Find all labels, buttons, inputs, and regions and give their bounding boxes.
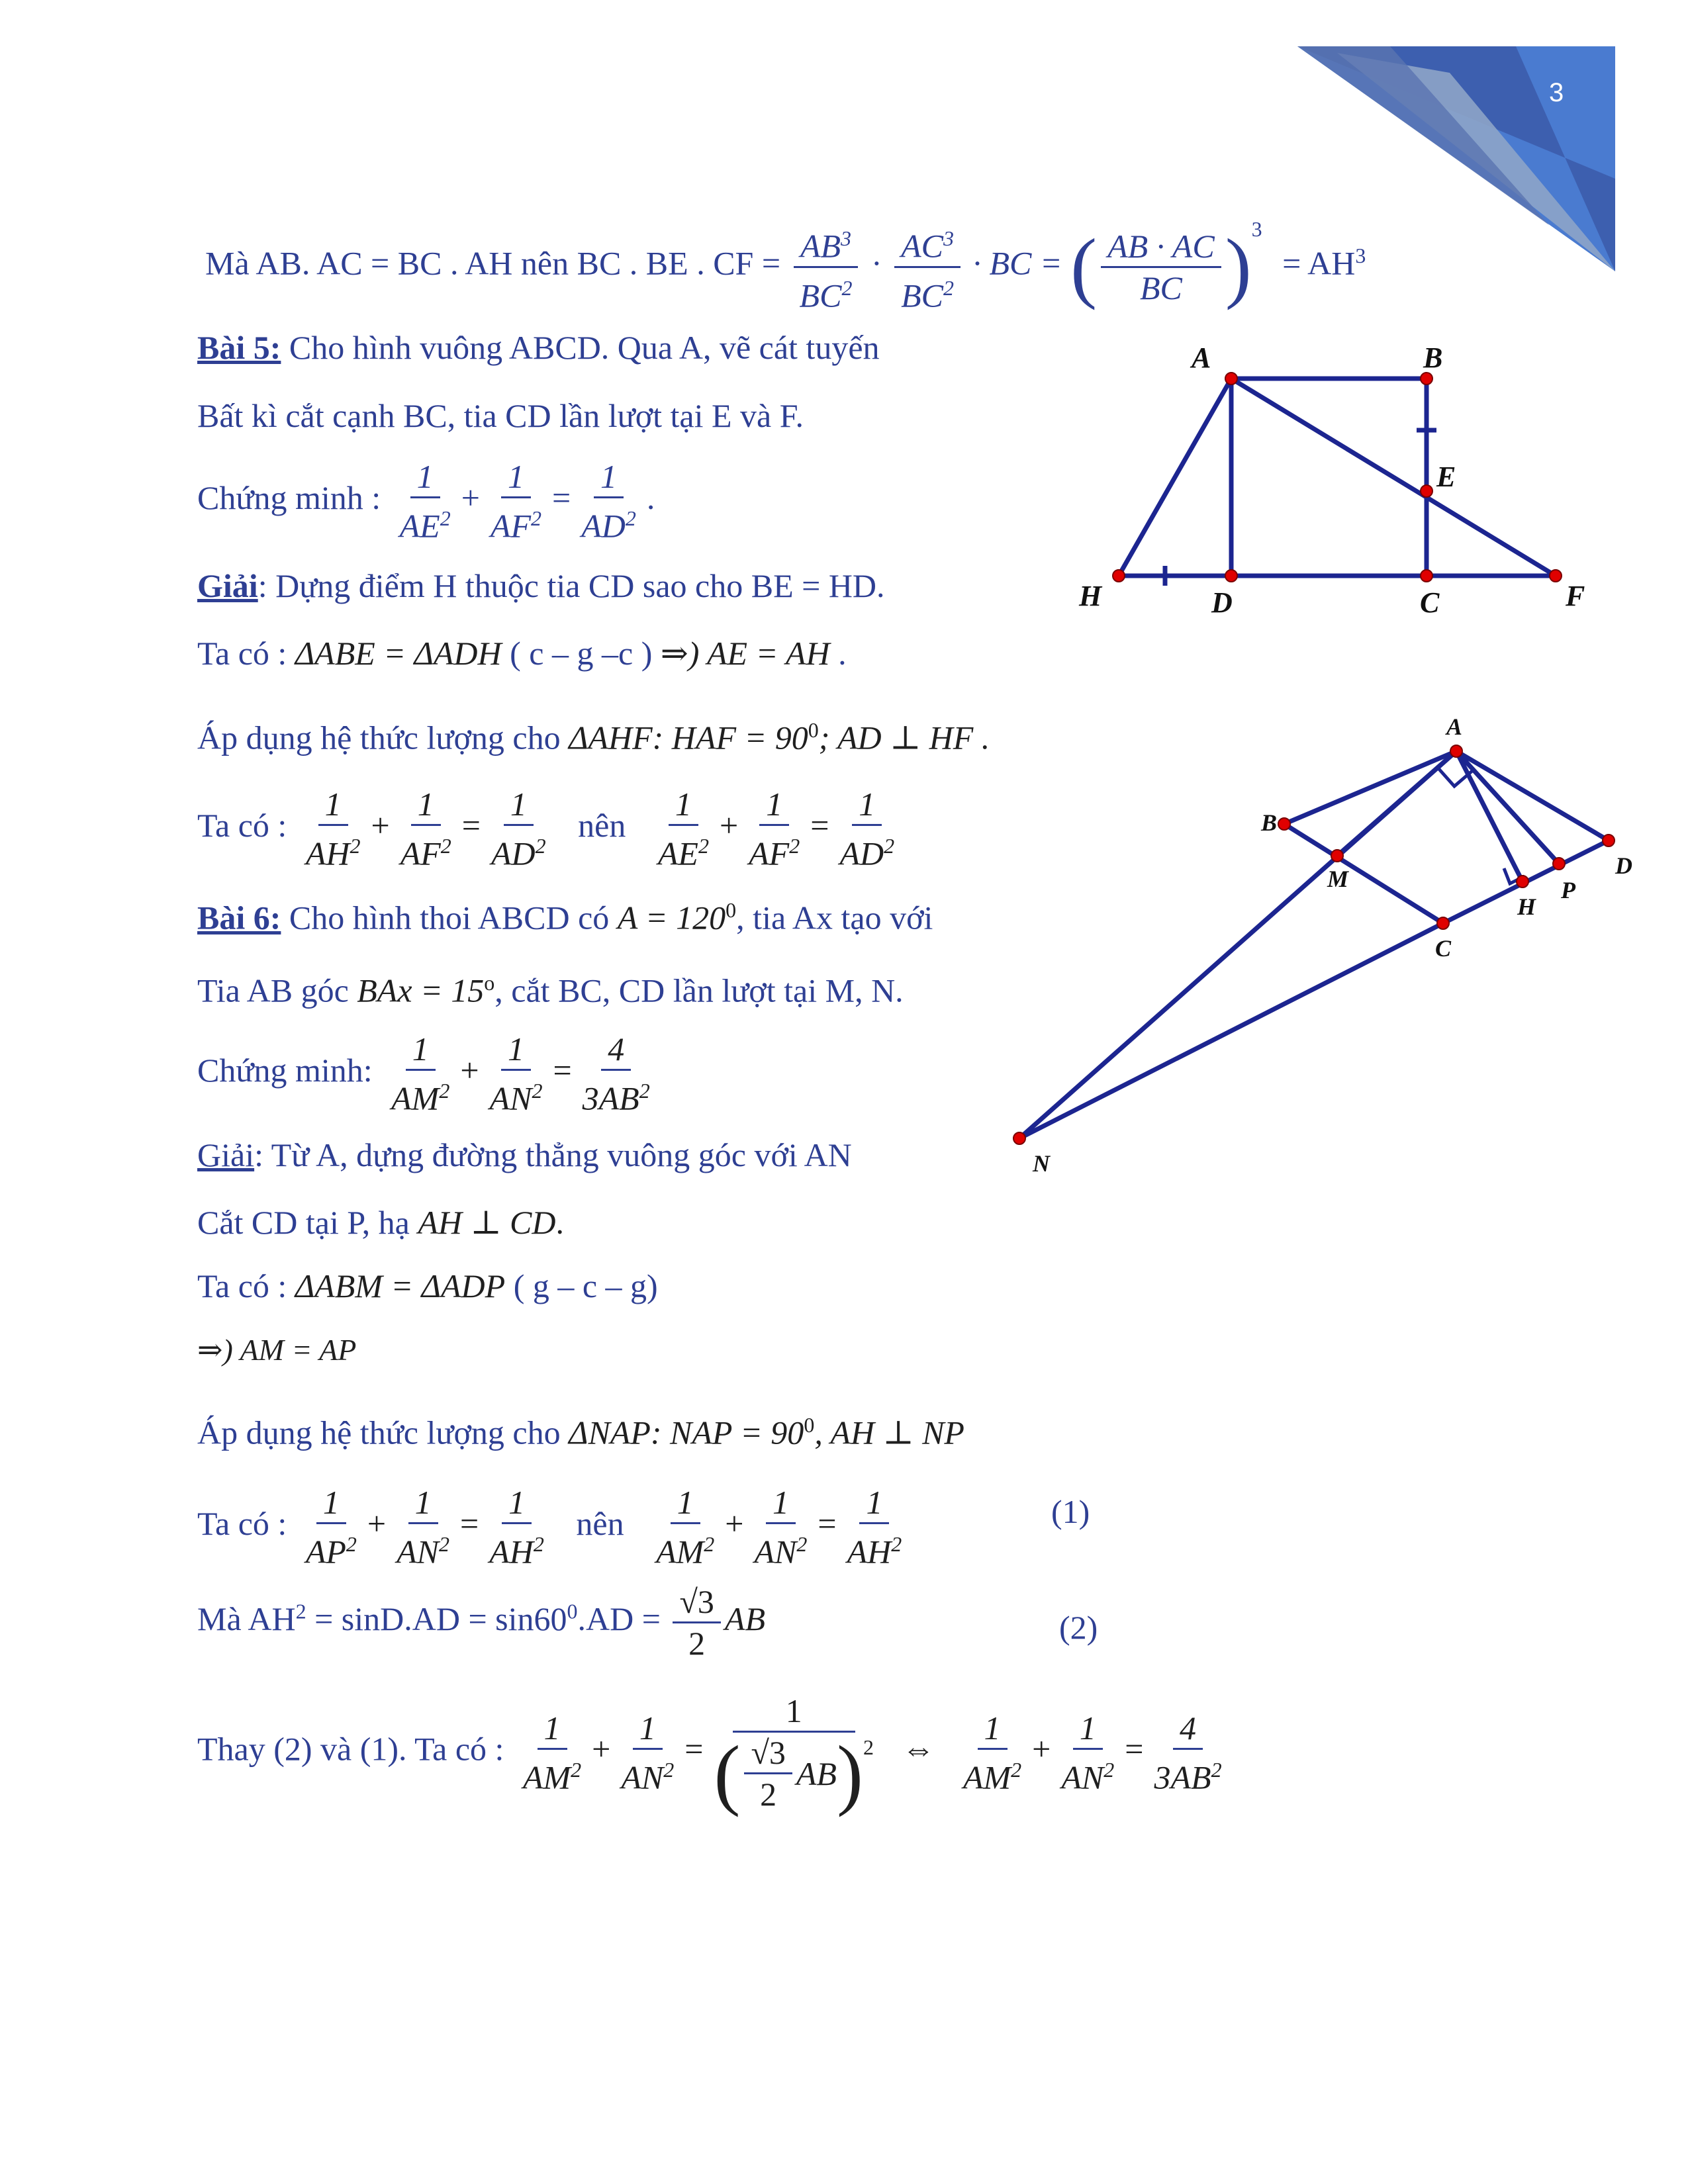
sup: 2: [531, 506, 542, 530]
sup: 0: [567, 1599, 578, 1623]
equals: =: [1282, 244, 1301, 282]
bai6-line1: [197, 890, 933, 938]
math: BAx = 15: [357, 972, 485, 1009]
den: AE: [399, 507, 440, 545]
bai5-line2: Bất kì cắt cạnh BC, tia CD lần lượt tại E và F.: [197, 397, 804, 434]
sup: 2: [639, 1079, 650, 1103]
den: 3AB: [1154, 1758, 1211, 1796]
num: 1: [766, 1482, 796, 1524]
bai5-apdung: [197, 710, 990, 758]
frac: [841, 1482, 909, 1572]
frac: [1147, 1708, 1228, 1797]
bai6-solution: [197, 1135, 852, 1175]
edge-ab: [1284, 751, 1456, 824]
math: ΔAHF: HAF = 90: [569, 719, 808, 756]
den: AM: [656, 1533, 704, 1570]
equals: =: [810, 806, 829, 844]
bai5-prove: [197, 457, 655, 546]
equals: =: [553, 1051, 572, 1089]
num: 1: [669, 784, 698, 826]
frac: [614, 1708, 680, 1797]
equals: =: [1125, 1730, 1144, 1768]
label: Thay (2) và (1). Ta có :: [197, 1730, 504, 1768]
math: ; AD ⊥ HF .: [818, 719, 990, 756]
prove-label: Chứng minh:: [197, 1051, 373, 1089]
den: AN: [397, 1533, 440, 1570]
frac: [957, 1708, 1028, 1797]
den: BC: [799, 277, 842, 314]
ah: AH: [1307, 244, 1356, 282]
point-b: [1278, 818, 1290, 830]
prove-label: Chứng minh :: [197, 478, 381, 516]
fraction-ab-ac-bc: [1101, 226, 1221, 308]
point-a: [1450, 745, 1462, 757]
point-f: [1550, 570, 1562, 582]
sup: 2: [350, 834, 361, 858]
giai-label: Giải: [197, 567, 258, 604]
frac-1-af2: [484, 457, 548, 546]
frac: [516, 1708, 588, 1797]
bai5-line1: [197, 328, 880, 367]
frac-sqrt3-2: [673, 1582, 720, 1663]
frac: [385, 1029, 456, 1118]
math: ⇒) AE = AH: [660, 635, 830, 672]
den: AH: [847, 1533, 892, 1570]
sup: 0: [726, 898, 737, 922]
sup: 2: [884, 834, 895, 858]
frac: [576, 1029, 657, 1118]
text: Tia AB góc: [197, 972, 357, 1009]
sup: 2: [863, 1735, 874, 1759]
giai-label: Giải: [197, 1136, 255, 1173]
fraction-ab3-bc2: [793, 218, 859, 315]
frac: [1055, 1708, 1121, 1797]
label-p: P: [1561, 877, 1575, 903]
num: 1: [410, 457, 440, 498]
num: 1: [502, 1482, 532, 1524]
figure-bai5: [1059, 338, 1622, 622]
label-c: C: [1435, 935, 1452, 962]
label-a: A: [1446, 715, 1463, 740]
plus: +: [1032, 1730, 1051, 1768]
sup: 2: [625, 506, 636, 530]
giai-text: : Từ A, dựng đường thẳng vuông góc với AN: [254, 1136, 852, 1173]
num: 1: [411, 784, 441, 826]
point-m: [1331, 850, 1343, 862]
bai6-taco1: [197, 1266, 658, 1306]
bai6-ma: [197, 1582, 765, 1663]
num: 1: [318, 784, 348, 826]
sup: 2: [533, 1532, 544, 1556]
sup: 2: [571, 1757, 582, 1782]
bai6-title: Bài 6:: [197, 899, 281, 936]
ab: AB: [724, 1600, 765, 1637]
den: 2: [688, 1625, 706, 1662]
bai5-title: Bài 5:: [197, 329, 281, 366]
den: AM: [522, 1758, 571, 1796]
frac: [833, 784, 901, 874]
num: 1: [504, 784, 534, 826]
nen: nên: [576, 1504, 624, 1542]
num: 1: [501, 1029, 531, 1071]
sup: 2: [346, 1532, 357, 1556]
label: Ta có :: [197, 1504, 287, 1542]
num: 4: [1173, 1708, 1203, 1750]
num: 1: [316, 1482, 346, 1524]
label-m: M: [1327, 866, 1349, 892]
nen: nên: [578, 806, 626, 844]
den: 3AB: [582, 1079, 639, 1117]
label-h: H: [1517, 893, 1536, 920]
edge-ah: [1119, 379, 1231, 576]
equals: =: [460, 1504, 479, 1542]
sup: 2: [943, 275, 955, 300]
giai-text: : Dựng điểm H thuộc tia CD sao cho BE = HD.: [258, 567, 885, 604]
frac: [651, 784, 716, 874]
text: Cắt CD tại P, hạ: [197, 1204, 418, 1241]
frac: [485, 784, 553, 874]
label-d: D: [1211, 586, 1233, 619]
label-f: F: [1566, 580, 1585, 612]
label-e: E: [1436, 461, 1456, 493]
page-number: 3: [1549, 78, 1564, 107]
paren-left: (: [1070, 222, 1098, 311]
bai6-thay: [197, 1691, 1233, 1817]
paren-right: ): [836, 1729, 863, 1817]
text: Mà AH: [197, 1600, 296, 1637]
sup: 2: [698, 834, 709, 858]
den: 2: [760, 1776, 777, 1813]
plus: +: [719, 806, 739, 844]
math: ΔNAP: NAP = 90: [569, 1414, 804, 1451]
point-c: [1437, 917, 1449, 929]
num: AC: [901, 227, 944, 265]
label: Áp dụng hệ thức lượng cho: [197, 1414, 561, 1451]
num: 1: [633, 1708, 663, 1750]
den: AD: [839, 835, 884, 872]
text: = sinD.AD = sin60: [306, 1600, 567, 1637]
sup: 2: [1103, 1757, 1115, 1782]
den: AN: [489, 1079, 532, 1117]
num: 1: [1073, 1708, 1103, 1750]
equals: =: [684, 1730, 704, 1768]
sup: 2: [891, 1532, 902, 1556]
text: .AD =: [577, 1600, 661, 1637]
label: Ta có :: [197, 635, 287, 672]
den: BC: [1139, 269, 1182, 306]
num: 1: [594, 457, 624, 498]
num: 1: [978, 1708, 1008, 1750]
period: .: [646, 478, 655, 516]
sup: 2: [440, 506, 451, 530]
plus: +: [725, 1504, 744, 1542]
sup: 2: [796, 1532, 808, 1556]
equals: =: [552, 478, 571, 516]
num: 1: [408, 1482, 438, 1524]
equals: =: [818, 1504, 837, 1542]
sup: o: [484, 971, 495, 995]
text: , tia Ax tạo với: [736, 899, 933, 936]
ab: AB: [796, 1754, 837, 1792]
bai5-solution: [197, 566, 885, 606]
label: Ta có :: [197, 1267, 287, 1304]
sup: 2: [295, 1599, 306, 1623]
bc-equals: · BC =: [972, 244, 1062, 282]
den: AF: [400, 835, 441, 872]
sup: 2: [535, 834, 546, 858]
den: AP: [305, 1533, 346, 1570]
bai6-prove: [197, 1029, 661, 1118]
den: AF: [749, 835, 790, 872]
sup: 3: [943, 226, 955, 250]
fraction-ac3-bc2: [894, 218, 961, 315]
paren-left: (: [714, 1729, 741, 1817]
power: 3: [1251, 216, 1262, 241]
sup: 0: [808, 718, 819, 742]
label-b: B: [1423, 341, 1443, 374]
bai5-taco2: [197, 784, 905, 874]
math: , AH ⊥ NP: [814, 1414, 964, 1451]
bai6-taco2: [197, 1482, 912, 1572]
frac: [483, 1029, 549, 1118]
case: ( c – g –c ): [510, 635, 653, 672]
math: A = 120: [617, 899, 726, 936]
paren-right: ): [1225, 222, 1252, 311]
label-c: C: [1420, 586, 1440, 619]
edge-nc: [1019, 923, 1443, 1138]
num: 1: [406, 1029, 436, 1071]
den: AN: [1061, 1758, 1104, 1796]
point-d: [1225, 570, 1237, 582]
sup: 2: [440, 834, 451, 858]
period: .: [838, 635, 847, 672]
frac-big: [707, 1691, 880, 1817]
label-h: H: [1079, 580, 1102, 612]
point-p: [1553, 858, 1565, 870]
edge-bc: [1284, 824, 1443, 923]
frac-1-ad2: [575, 457, 643, 546]
num: AB · AC: [1101, 226, 1221, 268]
text: , cắt BC, CD lần lượt tại M, N.: [494, 972, 904, 1009]
bai6-apdung: [197, 1405, 964, 1453]
sup: 2: [704, 1532, 715, 1556]
den: AM: [962, 1758, 1011, 1796]
bai6-line2: [197, 963, 904, 1011]
point-d: [1603, 835, 1615, 846]
point-a: [1225, 373, 1237, 385]
num: √3: [673, 1582, 720, 1623]
den: AN: [754, 1533, 797, 1570]
num: 4: [601, 1029, 631, 1071]
den: AD: [491, 835, 536, 872]
edge-af: [1231, 379, 1556, 576]
frac-sqrt3: [744, 1733, 792, 1814]
plus: +: [367, 1504, 387, 1542]
dot-operator: ·: [870, 244, 882, 282]
period: .: [555, 1204, 564, 1241]
frac: [649, 1482, 721, 1572]
edge-ap: [1456, 751, 1559, 864]
bai5-text1: Cho hình vuông ABCD. Qua A, vẽ cát tuyến: [281, 329, 880, 366]
point-n: [1013, 1132, 1025, 1144]
point-c: [1421, 570, 1432, 582]
num: 1: [859, 1482, 889, 1524]
plus: +: [371, 806, 390, 844]
iff: ⇔: [902, 1730, 935, 1768]
eq2-tag: (2): [1059, 1609, 1098, 1646]
sup: 2: [1011, 1757, 1022, 1782]
math: AH ⊥ CD: [418, 1204, 556, 1241]
edge-am: [1337, 751, 1456, 856]
num: 1: [759, 784, 789, 826]
frac: [748, 1482, 814, 1572]
intro-equation: [205, 218, 1366, 315]
plus: +: [461, 478, 480, 516]
frac: [483, 1482, 551, 1572]
den: AN: [621, 1758, 664, 1796]
num: √3: [744, 1733, 792, 1774]
den: BC: [901, 277, 944, 314]
sup: 3: [841, 226, 852, 250]
eq1-tag: (1): [1051, 1493, 1090, 1530]
den: AF: [490, 507, 532, 545]
num: AB: [800, 227, 841, 265]
label-d: D: [1615, 852, 1632, 879]
sup: 2: [1211, 1757, 1222, 1782]
frac: [299, 1482, 363, 1572]
bai5-taco1: [197, 633, 847, 673]
num: 1: [671, 1482, 700, 1524]
intro-text: Mà AB. AC = BC . AH nên BC . BE . CF =: [205, 244, 781, 282]
sup: 2: [439, 1079, 450, 1103]
point-h: [1113, 570, 1125, 582]
frac-1-ae2: [393, 457, 457, 546]
case: ( g – c – g): [513, 1267, 658, 1304]
sup: 2: [841, 275, 853, 300]
sup: 2: [663, 1757, 675, 1782]
math: ΔABE = ΔADH: [295, 635, 502, 672]
num: 1: [501, 457, 531, 498]
num: 1: [733, 1691, 855, 1733]
label-a: A: [1192, 341, 1211, 374]
plus: +: [460, 1051, 479, 1089]
sup: 0: [804, 1413, 815, 1437]
frac: [390, 1482, 456, 1572]
figure-bai6: [993, 715, 1655, 1191]
num: 1: [538, 1708, 567, 1750]
point-h: [1517, 876, 1528, 887]
text: Cho hình thoi ABCD có: [281, 899, 618, 936]
sup: 3: [1355, 243, 1366, 267]
point-e: [1421, 485, 1432, 497]
sup: 2: [532, 1079, 543, 1103]
sup: 2: [789, 834, 800, 858]
label-n: N: [1033, 1150, 1050, 1177]
plus: +: [592, 1730, 611, 1768]
frac: [394, 784, 458, 874]
point-b: [1421, 373, 1432, 385]
den: AE: [657, 835, 698, 872]
den: AM: [391, 1079, 440, 1117]
math: ΔABM = ΔADP: [295, 1267, 506, 1304]
num: 1: [852, 784, 882, 826]
label: Ta có :: [197, 806, 287, 844]
den: AH: [305, 835, 350, 872]
bai6-imp: ⇒) AM = AP: [197, 1333, 357, 1367]
sup: 2: [439, 1532, 450, 1556]
den: AH: [489, 1533, 534, 1570]
label-b: B: [1261, 809, 1278, 836]
den: AD: [581, 507, 626, 545]
label: Áp dụng hệ thức lượng cho: [197, 719, 561, 756]
frac: [299, 784, 367, 874]
frac: [742, 784, 806, 874]
equals: =: [461, 806, 481, 844]
bai6-line3: [197, 1203, 564, 1242]
